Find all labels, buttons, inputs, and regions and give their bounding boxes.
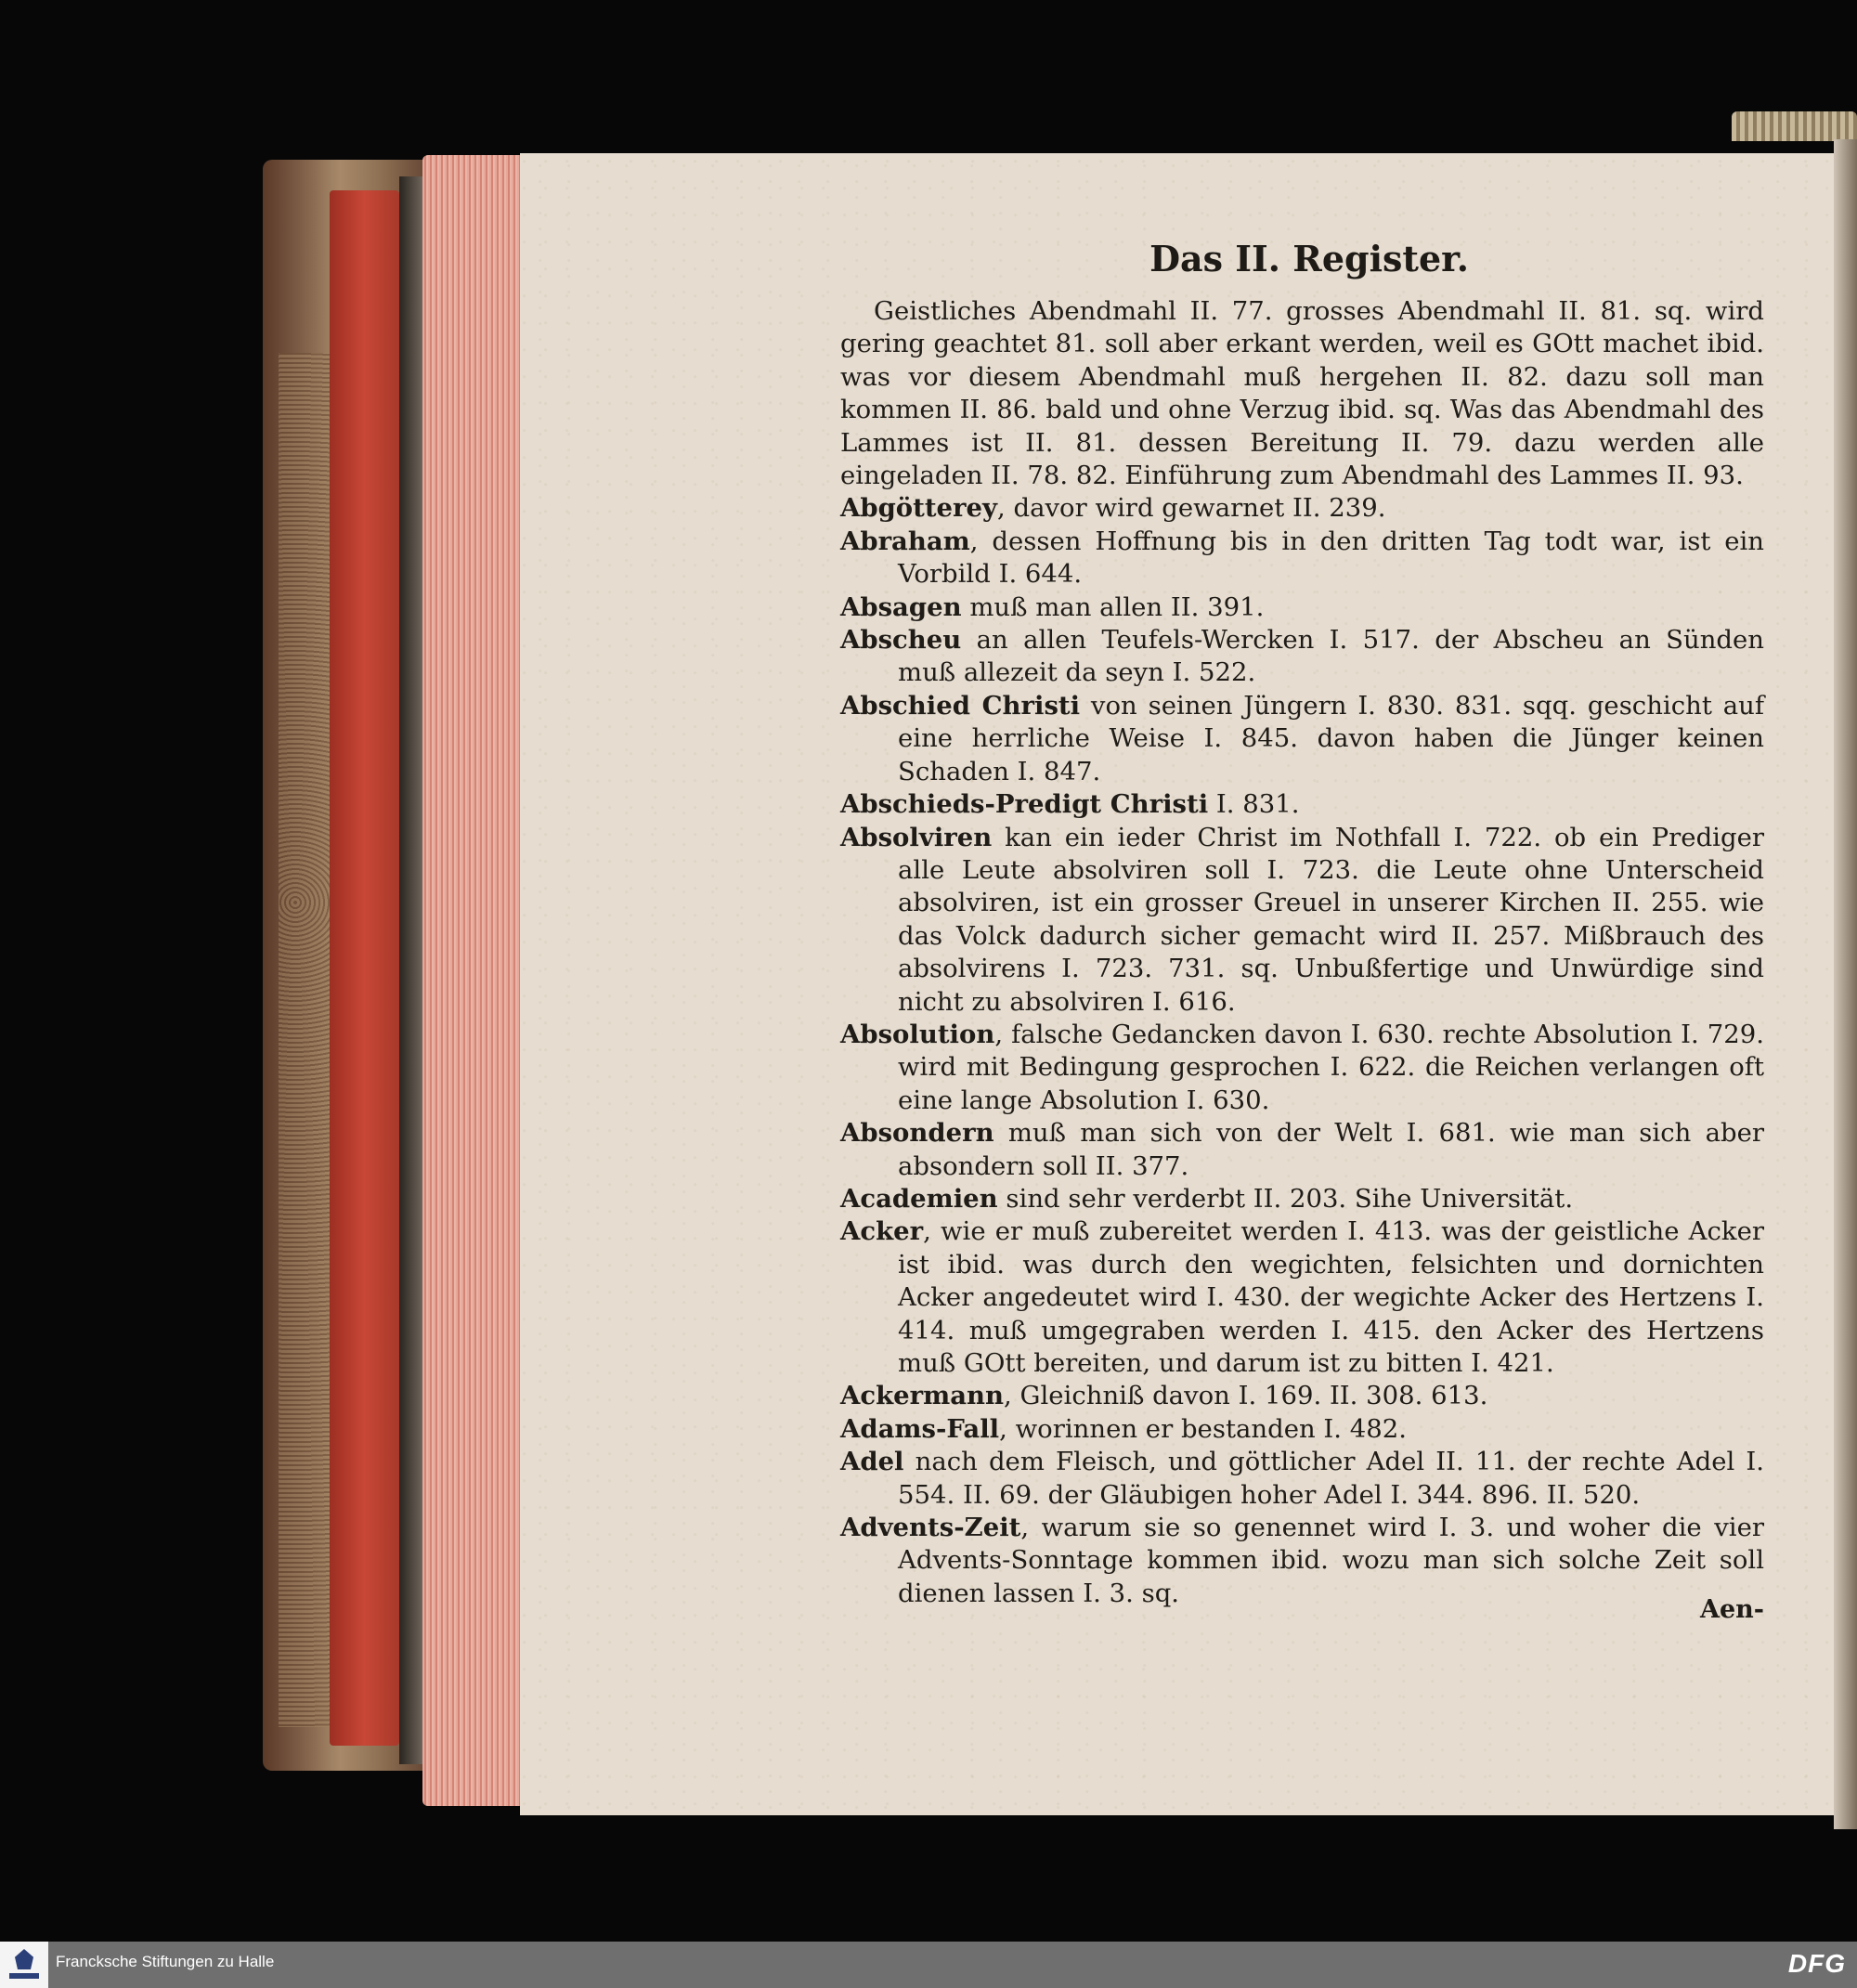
entry-term: Abgötterey [840,493,998,524]
bookmark-ribbon [1732,111,1857,141]
entry-term: Ackermann [840,1381,1005,1411]
index-entry: Abschieds-Predigt Christi I. 831. [840,789,1300,820]
page-heading: Das II. Register. [1149,238,1469,279]
entry-term: Absolution [840,1019,995,1049]
page-edges [422,155,525,1806]
index-entry: Abscheu an allen Teufels-Wercken I. 517. der Abscheu an Sünden muß allezeit da seyn I. 522. [840,625,1764,688]
index-entry: Abschied Christi von seinen Jüngern I. 830. 831. sqq. geschicht auf eine herrliche Weise I. 845. davon haben die Jünger keinen Schaden I. 847. [840,690,1765,786]
index-entry: Absondern muß man sich von der Welt I. 681. wie man sich aber absondern soll II. 377. [840,1118,1764,1181]
register-entries [840,295,1764,1610]
entry-term: Absondern [840,1118,994,1149]
index-entry: Adel nach dem Fleisch, und göttlicher Adel II. 11. der rechte Adel I. 554. II. 69. der Gläubigen hoher Adel I. 344. 896. II. 520. [840,1447,1764,1510]
catchword: Aen- [1700,1595,1764,1624]
index-entry: Absolution, falsche Gedancken davon I. 630. rechte Absolution I. 729. wird mit Bedingung gesprochen I. 622. die Reichen verlangen oft eine lange Absolution I. 630. [840,1019,1764,1115]
index-entry: Absagen muß man allen II. 391. [840,591,1265,622]
viewer-footer [0,1942,1857,1988]
cover-marbling [279,353,334,1727]
institution-logo[interactable] [0,1942,48,1988]
page-gutter [1834,139,1857,1829]
index-entry: Abgötterey, davor wird gewarnet II. 239. [840,493,1386,524]
entry-term: Adams-Fall [840,1413,1000,1444]
crest-icon [15,1949,33,1969]
dfg-logo[interactable]: DFG [1787,1949,1846,1978]
entry-term: Absolviren [840,822,993,852]
entry-term: Academien [840,1183,998,1214]
index-entry: Advents-Zeit, warum sie so genennet wird I. 3. und woher die vier Advents-Sonntage kommen ibid. wozu man sich solche Zeit soll dienen lassen I. 3. sq. [840,1513,1764,1608]
index-entry: Geistliches Abendmahl II. 77. grosses Abendmahl II. 81. sq. wird gering geachtet 81. soll aber erkant werden, weil es GOtt machet ibid. was vor diesem Abendmahl muß hergehen II. 82. dazu soll man kommen II. 86. bald und ohne Verzug ibid. sq. Was das Abendmahl des Lammes ist II. 81. dessen Bereitung II. 79. dazu werden alle eingeladen II. 78. 82. Einführung zum Abendmahl des Lammes II. 93. [840,296,1764,491]
entry-term: Advents-Zeit [840,1513,1021,1543]
entry-term: Abscheu [840,625,962,656]
entry-term: Adel [840,1447,904,1477]
entry-term: Acker [840,1216,924,1247]
entry-term: Absagen [840,591,962,622]
institution-name[interactable]: Francksche Stiftungen zu Halle [56,1953,275,1970]
index-entry: Academien sind sehr verderbt II. 203. Sihe Universität. [840,1183,1574,1214]
entry-term: Abschieds-Predigt Christi [840,789,1209,820]
entry-term: Abschied Christi [840,690,1081,721]
index-entry: Acker, wie er muß zubereitet werden I. 413. was der geistliche Acker ist ibid. was durch den wegichten, felsichten und dornichten Acker angedeutet wird I. 430. der wegichte Acker des Hertzens I. 414. muß umgegraben werden I. 415. den Acker des Hertzens muß GOtt bereiten, und darum ist zu bitten I. 421. [840,1216,1764,1378]
index-entry: Ackermann, Gleichniß davon I. 169. II. 308. 613. [840,1381,1488,1411]
red-page-edge [330,190,399,1746]
index-entry: Abraham, dessen Hoffnung bis in den dritten Tag todt war, ist ein Vorbild I. 644. [840,526,1764,590]
index-entry: Absolviren kan ein ieder Christ im Nothfall I. 722. ob ein Prediger alle Leute absolviren soll I. 723. die Leute ohne Unterscheid absolviren, ist ein grosser Greuel in unserer Kirchen II. 255. wie das Volck dadurch sicher gemacht wird II. 257. Mißbrauch des absolvirens I. 723. 731. sq. Unbußfertige und Unwürdige sind nicht zu absolviren I. 616. [840,822,1764,1017]
entry-term: Abraham [840,526,970,556]
index-entry: Adams-Fall, worinnen er bestanden I. 482. [840,1413,1408,1444]
logo-bar [9,1973,39,1979]
